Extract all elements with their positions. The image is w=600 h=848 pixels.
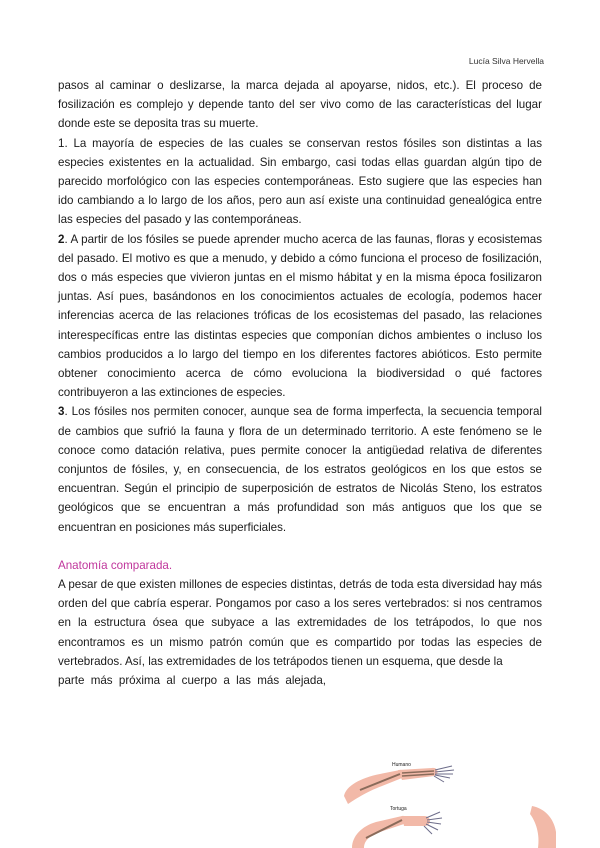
point-1-paragraph: [58, 134, 542, 230]
partial-limb-shape: [530, 806, 556, 848]
point-number: 3: [58, 405, 65, 419]
intro-paragraph: pasos al caminar o deslizarse, la marca dejada al apoyarse, nidos, etc.). El proceso de fosilización es complejo y depende tanto del ser vivo como de las características del lugar donde este se deposita tras su muerte.: [58, 79, 542, 131]
human-arm-illustration: [344, 762, 454, 804]
point-text: . Los fósiles nos permiten conocer, aunque sea de forma imperfecta, la secuencia temporal de cambios que sufrió la fauna y flora de un determinado territorio. A este fenómeno se le conoce como datación relativa, pues permite conocer la antigüedad relativa de diferentes conjuntos de fósiles, y, en consecuencia, de los estratos geológicos en los que estos se encuentran. Según el principio de superposición de estratos de Nicolás Steno, los estratos geológicos que se encuentran a más profundidad son más antiguos que los que se encuentran en posiciones más superficiales.: [58, 405, 542, 534]
section-body-paragraph: A pesar de que existen millones de especies distintas, detrás de toda esta diversidad hay más orden del que cabría esperar. Pongamos por caso a los seres vertebrados: si nos centramos en la estructura ósea que subyace a las extremidades de los tetrápodos, lo que nos encontramos es un mismo patrón común que es compartido por todas las especies de vertebrados. Así, las extremidades de los tetrápodos tienen un esquema, que desde la: [58, 578, 542, 668]
point-text: . La mayoría de especies de las cuales se conservan restos fósiles son distintas a las especies existentes en la actualidad. Sin embargo, casi todas ellas guardan algún tipo de parecido morfológico con las especies contemporáneas. Esto sugiere que las especies han ido cambiando a lo largo de los años, pero aun así existe una continuidad genealógica entre las especies del pasado y las contemporáneas.: [58, 136, 542, 227]
turtle-limb-illustration: [352, 806, 442, 848]
point-number: 1: [58, 136, 65, 150]
point-3-paragraph: [58, 402, 542, 536]
point-text: . A partir de los fósiles se puede aprender mucho acerca de las faunas, floras y ecosistemas del pasado. El motivo es que a menudo, y debido a cómo funciona el proceso de fosilización, dos o más especies que vivieron juntas en el mismo hábitat y en la misma época fosilizaron juntas. Así pues, basándonos en los conocimientos actuales de ecología, podemos hacer inferencias acerca de las relaciones tróficas de los ecosistemas del pasado, las relaciones interespecíficas entre las distintas especies que componían dichos ambientes o incluso los cambios producidos a lo largo del tiempo en los diferentes factores abióticos. Esto permite obtener conocimiento acerca de cómo evoluciona la biodiversidad o qué factores contribuyeron a las extinciones de especies.: [58, 232, 542, 400]
limb-comparison-figure: [340, 756, 560, 848]
figure-label: Tortuga: [390, 806, 407, 812]
section-heading: Anatomía comparada.: [58, 558, 173, 572]
document-body: [58, 76, 542, 690]
section-last-line: parte más próxima al cuerpo a las más alejada,: [58, 674, 326, 688]
point-number: 2: [58, 232, 65, 246]
figure-label: Humano: [392, 762, 411, 768]
page-header-author: Lucía Silva Hervella: [468, 56, 544, 66]
point-2-paragraph: [58, 230, 542, 403]
